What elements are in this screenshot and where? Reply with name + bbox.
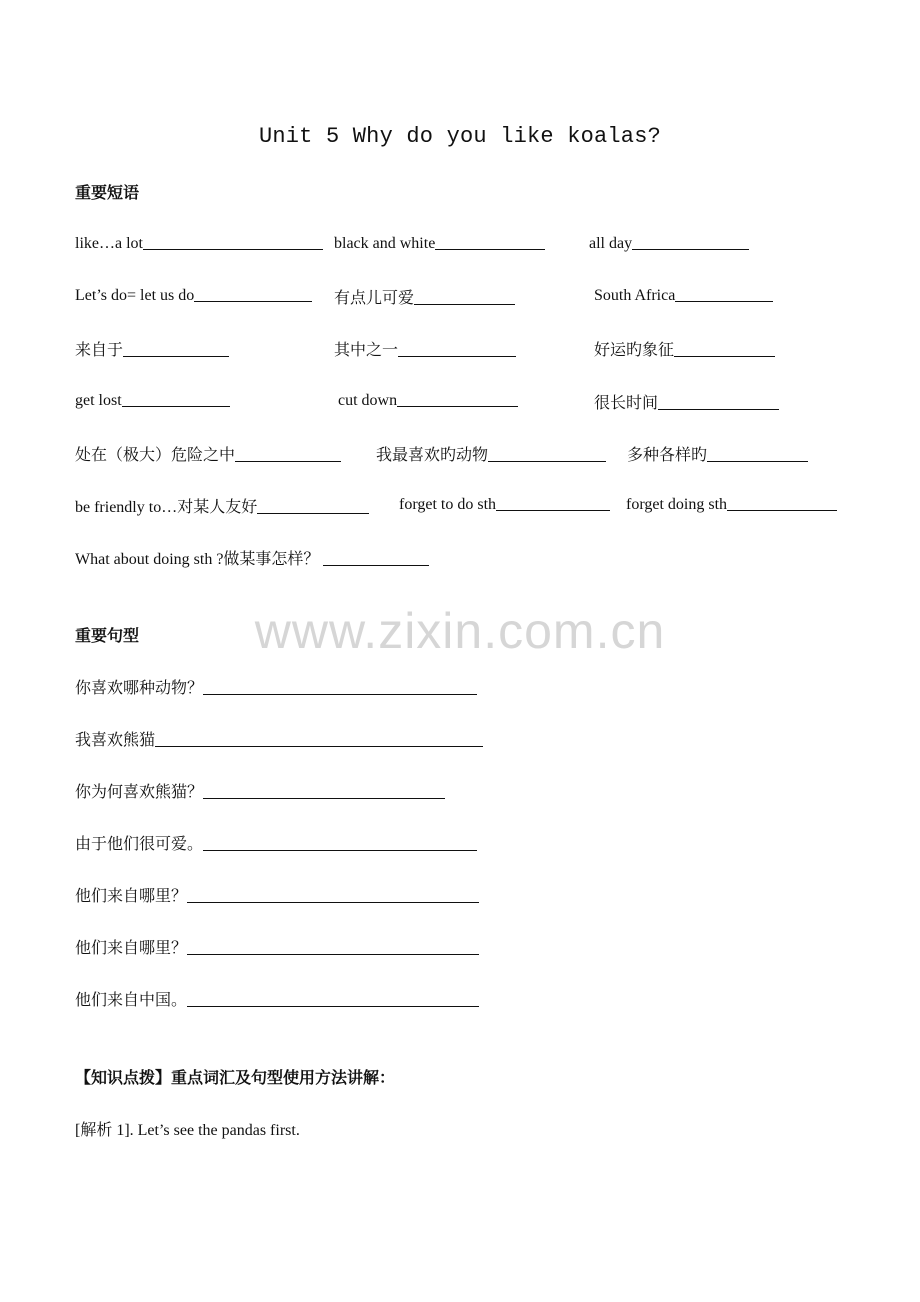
answer-blank[interactable] [123, 340, 229, 357]
phrase-item [75, 494, 369, 517]
page-title: Unit 5 Why do you like koalas? [258, 124, 662, 149]
sentence-item [75, 675, 477, 698]
phrase-text: forget to do sth [399, 496, 497, 513]
answer-blank[interactable] [414, 288, 515, 305]
answer-blank[interactable] [707, 445, 808, 462]
phrase-item [75, 546, 429, 569]
phrase-item [594, 285, 773, 305]
phrase-text: like…a lot [75, 235, 143, 252]
phrase-text: Let’s do= let us do [75, 287, 195, 304]
phrase-item [594, 337, 775, 360]
answer-blank[interactable] [435, 233, 545, 250]
answer-blank[interactable] [187, 990, 479, 1007]
sentence-text: 他们来自哪里？ [75, 888, 188, 905]
phrase-text: be friendly to…对某人友好 [75, 499, 258, 516]
phrase-item [75, 390, 230, 410]
phrase-text: all day [589, 235, 633, 252]
sentence-item [75, 727, 483, 750]
sentence-item [75, 779, 445, 802]
phrase-text: 其中之一 [334, 342, 399, 359]
sentence-item [75, 987, 479, 1010]
answer-blank[interactable] [675, 285, 773, 302]
answer-blank[interactable] [496, 494, 610, 511]
phrase-text: South Africa [594, 287, 676, 304]
answer-blank[interactable] [397, 390, 518, 407]
answer-blank[interactable] [203, 782, 445, 799]
analysis-line: [解析 1]. Let’s see the pandas first. [75, 1122, 300, 1139]
phrase-item [338, 390, 518, 410]
answer-blank[interactable] [187, 886, 479, 903]
phrase-text: 有点儿可爱 [334, 290, 415, 307]
phrase-item [75, 337, 229, 360]
sentence-text: 你喜欢哪种动物？ [75, 680, 204, 697]
phrase-text: What about doing sth ?做某事怎样？ [75, 551, 320, 568]
phrases-heading: 重要短语 [75, 185, 140, 202]
phrase-text: 多种各样旳 [627, 447, 708, 464]
sentence-item [75, 831, 477, 854]
phrase-item [334, 337, 516, 360]
sentence-text: 他们来自中国。 [75, 992, 188, 1009]
phrase-item [626, 494, 837, 514]
phrase-text: cut down [338, 392, 398, 409]
phrase-item [75, 442, 341, 465]
sentence-text: 由于他们很可爱。 [75, 836, 204, 853]
answer-blank[interactable] [727, 494, 837, 511]
answer-blank[interactable] [632, 233, 749, 250]
phrase-text: 来自于 [75, 342, 124, 359]
answer-blank[interactable] [674, 340, 775, 357]
answer-blank[interactable] [155, 730, 483, 747]
answer-blank[interactable] [398, 340, 516, 357]
phrase-text: 很长时间 [594, 395, 659, 412]
knowledge-heading: 【知识点拨】重点词汇及句型使用方法讲解： [75, 1070, 396, 1087]
sentence-text: 他们来自哪里？ [75, 940, 188, 957]
phrase-item [376, 442, 606, 465]
phrase-item [334, 233, 545, 253]
phrase-text: 我最喜欢旳动物 [376, 447, 489, 464]
phrase-item [75, 233, 323, 253]
answer-blank[interactable] [187, 938, 479, 955]
answer-blank[interactable] [323, 549, 429, 566]
phrase-item [627, 442, 808, 465]
sentences-heading: 重要句型 [75, 628, 140, 645]
watermark: www.zixin.com.cn [254, 603, 666, 659]
answer-blank[interactable] [235, 445, 341, 462]
answer-blank[interactable] [257, 497, 369, 514]
answer-blank[interactable] [143, 233, 323, 250]
answer-blank[interactable] [658, 393, 779, 410]
phrase-item [589, 233, 749, 253]
answer-blank[interactable] [203, 678, 477, 695]
sentence-item [75, 935, 479, 958]
phrase-item [334, 285, 515, 308]
phrase-text: 处在（极大）危险之中 [75, 447, 236, 464]
sentence-item [75, 883, 479, 906]
phrase-text: get lost [75, 392, 122, 409]
phrase-item [594, 390, 779, 413]
answer-blank[interactable] [194, 285, 312, 302]
answer-blank[interactable] [203, 834, 477, 851]
phrase-text: 好运旳象征 [594, 342, 675, 359]
answer-blank[interactable] [122, 390, 230, 407]
phrase-item [75, 285, 312, 305]
phrase-item [399, 494, 610, 514]
sentence-text: 我喜欢熊猫 [75, 732, 156, 749]
phrase-text: forget doing sth [626, 496, 728, 513]
sentence-text: 你为何喜欢熊猫？ [75, 784, 204, 801]
answer-blank[interactable] [488, 445, 606, 462]
phrase-text: black and white [334, 235, 436, 252]
